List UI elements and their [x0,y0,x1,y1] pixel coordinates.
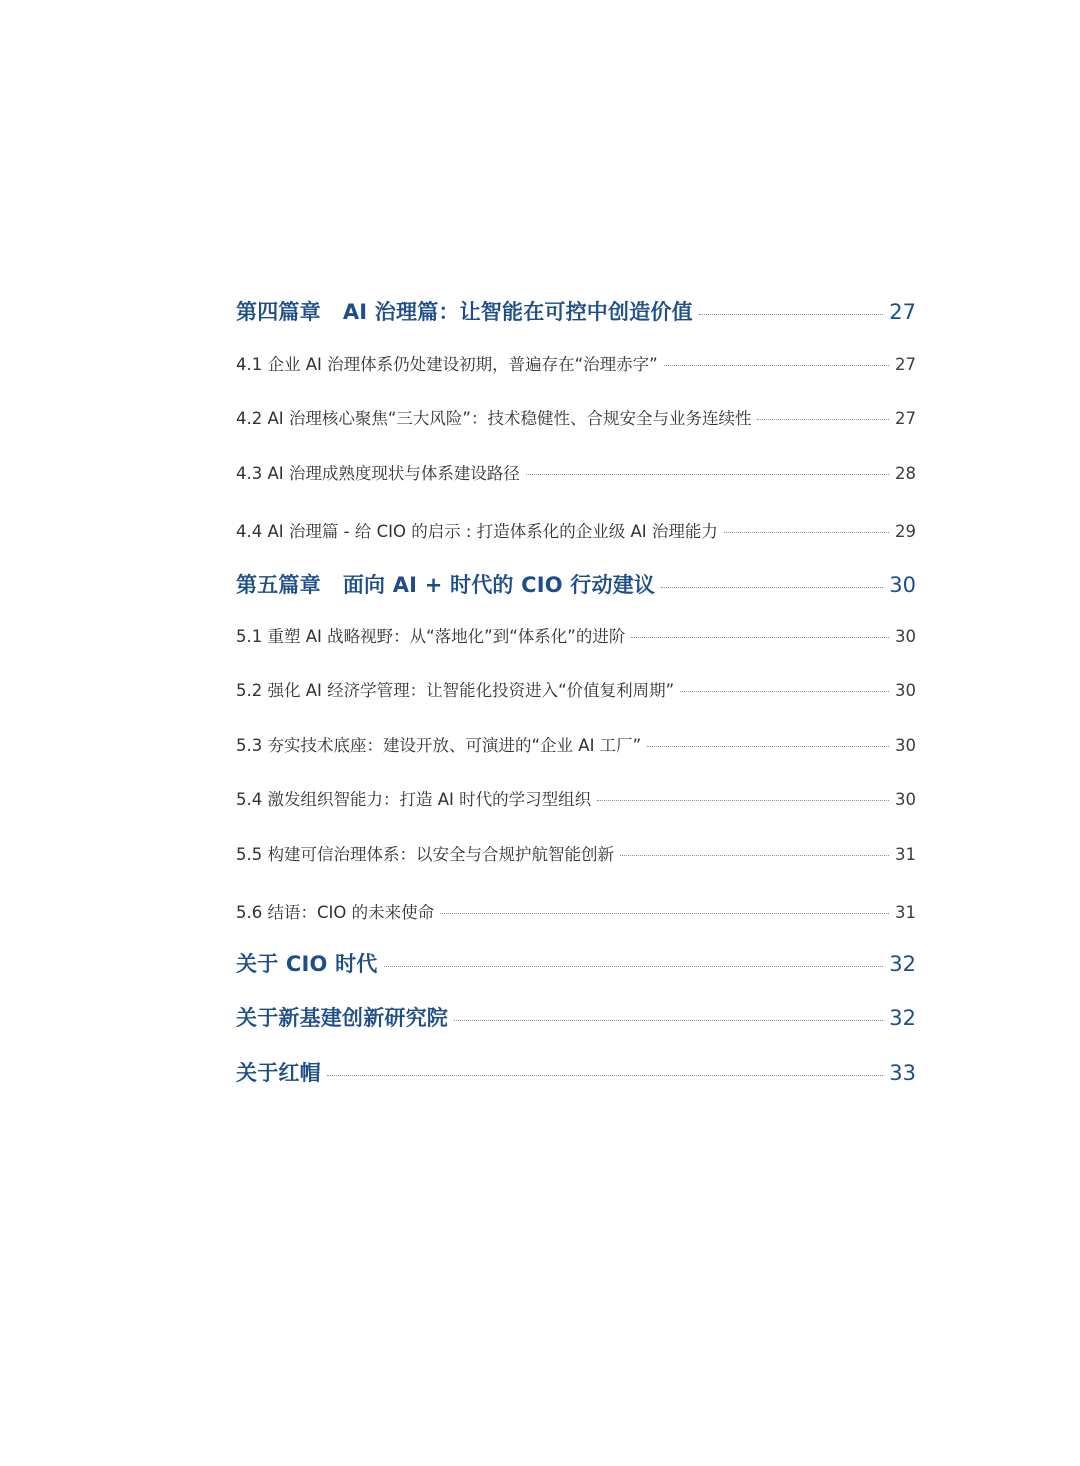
toc-section-4-1[interactable] [236,351,916,375]
toc-chapter-4[interactable] [236,296,916,326]
toc-chapter-title: 关于 CIO 时代 [236,952,378,976]
dot-leader [327,1075,883,1076]
dot-leader [661,587,883,588]
toc-section-title: 5.5 构建可信治理体系：以安全与合规护航智能创新 [236,845,614,864]
chapter-title-text: 面向 AI + 时代的 CIO 行动建议 [342,573,656,597]
toc-about-cio[interactable] [236,948,916,978]
toc-section-4-3[interactable] [236,460,916,484]
toc-section-5-5[interactable] [236,841,916,865]
chapter-title-text: AI 治理篇：让智能在可控中创造价值 [342,300,693,324]
toc-section-4-4[interactable] [236,518,916,542]
toc-about-redhat[interactable] [236,1057,916,1087]
toc-section-title: 5.3 夯实技术底座：建设开放、可演进的“企业 AI 工厂” [236,736,642,755]
toc-section-5-3[interactable] [236,732,916,756]
page-number: 27 [895,355,916,374]
page-number: 30 [895,736,916,755]
chapter-number: 第五篇章 [236,573,321,597]
toc-section-title: 4.4 AI 治理篇 - 给 CIO 的启示 : 打造体系化的企业级 AI 治理能力 [236,522,718,541]
dot-leader [699,314,883,315]
dot-leader [620,855,889,856]
toc-section-5-6[interactable] [236,899,916,923]
dot-leader [631,637,889,638]
page-number: 32 [889,1006,916,1030]
page-number: 30 [895,627,916,646]
toc-chapter-title: 关于新基建创新研究院 [236,1006,448,1030]
page-number: 29 [895,522,916,541]
toc-section-title: 4.3 AI 治理成熟度现状与体系建设路径 [236,464,520,483]
dot-leader [757,419,889,420]
toc-chapter-title [236,296,693,326]
toc-chapter-5[interactable] [236,569,916,599]
dot-leader [647,746,889,747]
toc-section-title: 4.2 AI 治理核心聚焦“三大风险”：技术稳健性、合规安全与业务连续性 [236,409,752,428]
toc-section-title: 5.2 强化 AI 经济学管理：让智能化投资进入“价值复利周期” [236,681,675,700]
page-number: 27 [889,300,916,324]
toc-section-5-2[interactable] [236,677,916,701]
table-of-contents [236,0,916,1466]
dot-leader [597,800,889,801]
page-number: 27 [895,409,916,428]
dot-leader [440,913,889,914]
toc-section-title: 5.1 重塑 AI 战略视野：从“落地化”到“体系化”的进阶 [236,627,626,646]
toc-section-title: 4.1 企业 AI 治理体系仍处建设初期，普遍存在“治理赤字” [236,355,658,374]
chapter-number: 第四篇章 [236,300,321,324]
dot-leader [724,532,889,533]
dot-leader [454,1020,883,1021]
page-number: 31 [895,845,916,864]
toc-about-institute[interactable] [236,1002,916,1032]
page-number: 32 [889,952,916,976]
toc-section-4-2[interactable] [236,405,916,429]
page-number: 28 [895,464,916,483]
page-number: 31 [895,903,916,922]
dot-leader [664,365,889,366]
page-number: 30 [889,573,916,597]
dot-leader [384,966,884,967]
toc-section-5-4[interactable] [236,786,916,810]
page-number: 33 [889,1061,916,1085]
toc-section-title: 5.4 激发组织智能力：打造 AI 时代的学习型组织 [236,790,592,809]
toc-section-5-1[interactable] [236,623,916,647]
dot-leader [526,474,889,475]
page-number: 30 [895,681,916,700]
toc-chapter-title: 关于红帽 [236,1061,321,1085]
dot-leader [680,691,889,692]
toc-section-title: 5.6 结语：CIO 的未来使命 [236,903,435,922]
toc-chapter-title [236,569,655,599]
page-number: 30 [895,790,916,809]
